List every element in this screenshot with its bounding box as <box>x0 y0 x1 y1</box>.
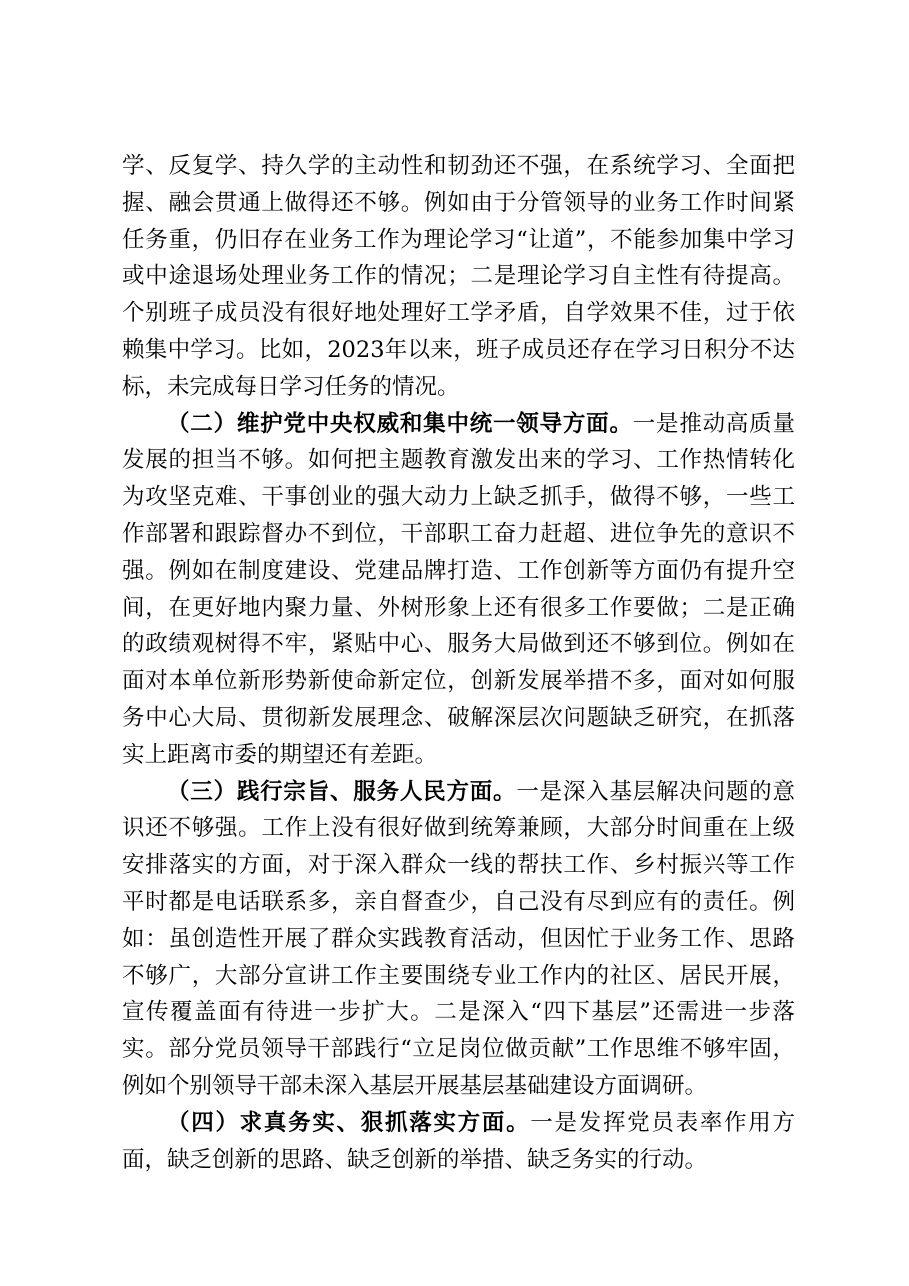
section-heading: （二）维护党中央权威和集中统一领导方面。 <box>167 410 633 437</box>
paragraph-text: 一是深入基层解决问题的意识还不够强。工作上没有很好做到统筹兼顾，大部分时间重在上级安排落实的方面，对于深入群众一线的帮扶工作、乡村振兴等工作平时都是电话联系多，亲自督查少，自己没有尽到应有的责任。例如：虽创造性开展了群众实践教育活动，但因忙于业务工作、思路不够广，大部分宣讲工作主要围绕专业工作内的社区、居民开展，宣传覆盖面有待进一步扩大。二是深入“四下基层”还需进一步落实。部分党员领导干部践行“立足岗位做贡献”工作思维不够牢固，例如个别领导干部未深入基层开展基层基础建设方面调研。 <box>122 778 795 1099</box>
section-heading: （三）践行宗旨、服务人民方面。 <box>167 778 517 805</box>
section-heading: （四）求真务实、狠抓落实方面。 <box>167 1109 531 1136</box>
paragraph-section-3 <box>122 774 795 1105</box>
paragraph-section-2 <box>122 406 795 774</box>
paragraph-section-4 <box>122 1105 795 1179</box>
paragraph-text: 学、反复学、持久学的主动性和韧劲还不强，在系统学习、全面把握、融会贯通上做得还不够。例如由于分管领导的业务工作时间紧任务重，仍旧存在业务工作为理论学习“让道”，不能参加集中学习或中途退场处理业务工作的情况；二是理论学习自主性有待提高。个别班子成员没有很好地处理好工学矛盾，自学效果不佳，过于依赖集中学习。比如，2023年以来，班子成员还存在学习日积分不达标，未完成每日学习任务的情况。 <box>122 153 795 400</box>
paragraph-text: 一是推动高质量发展的担当不够。如何把主题教育激发出来的学习、工作热情转化为攻坚克难、干事创业的强大动力上缺乏抓手，做得不够，一些工作部署和跟踪督办不到位，干部职工奋力赶超、进位争先的意识不强。例如在制度建设、党建品牌打造、工作创新等方面仍有提升空间，在更好地内聚力量、外树形象上还有很多工作要做；二是正确的政绩观树得不牢，紧贴中心、服务大局做到还不够到位。例如在面对本单位新形势新使命新定位，创新发展举措不多，面对如何服务中心大局、贯彻新发展理念、破解深层次问题缺乏研究，在抓落实上距离市委的期望还有差距。 <box>122 410 795 768</box>
paragraph-text: 一是发挥党员表率作用方面，缺乏创新的思路、缺乏创新的举措、缺乏务实的行动。 <box>122 1109 795 1173</box>
document-page <box>122 148 795 1178</box>
paragraph-continuation <box>122 148 795 406</box>
